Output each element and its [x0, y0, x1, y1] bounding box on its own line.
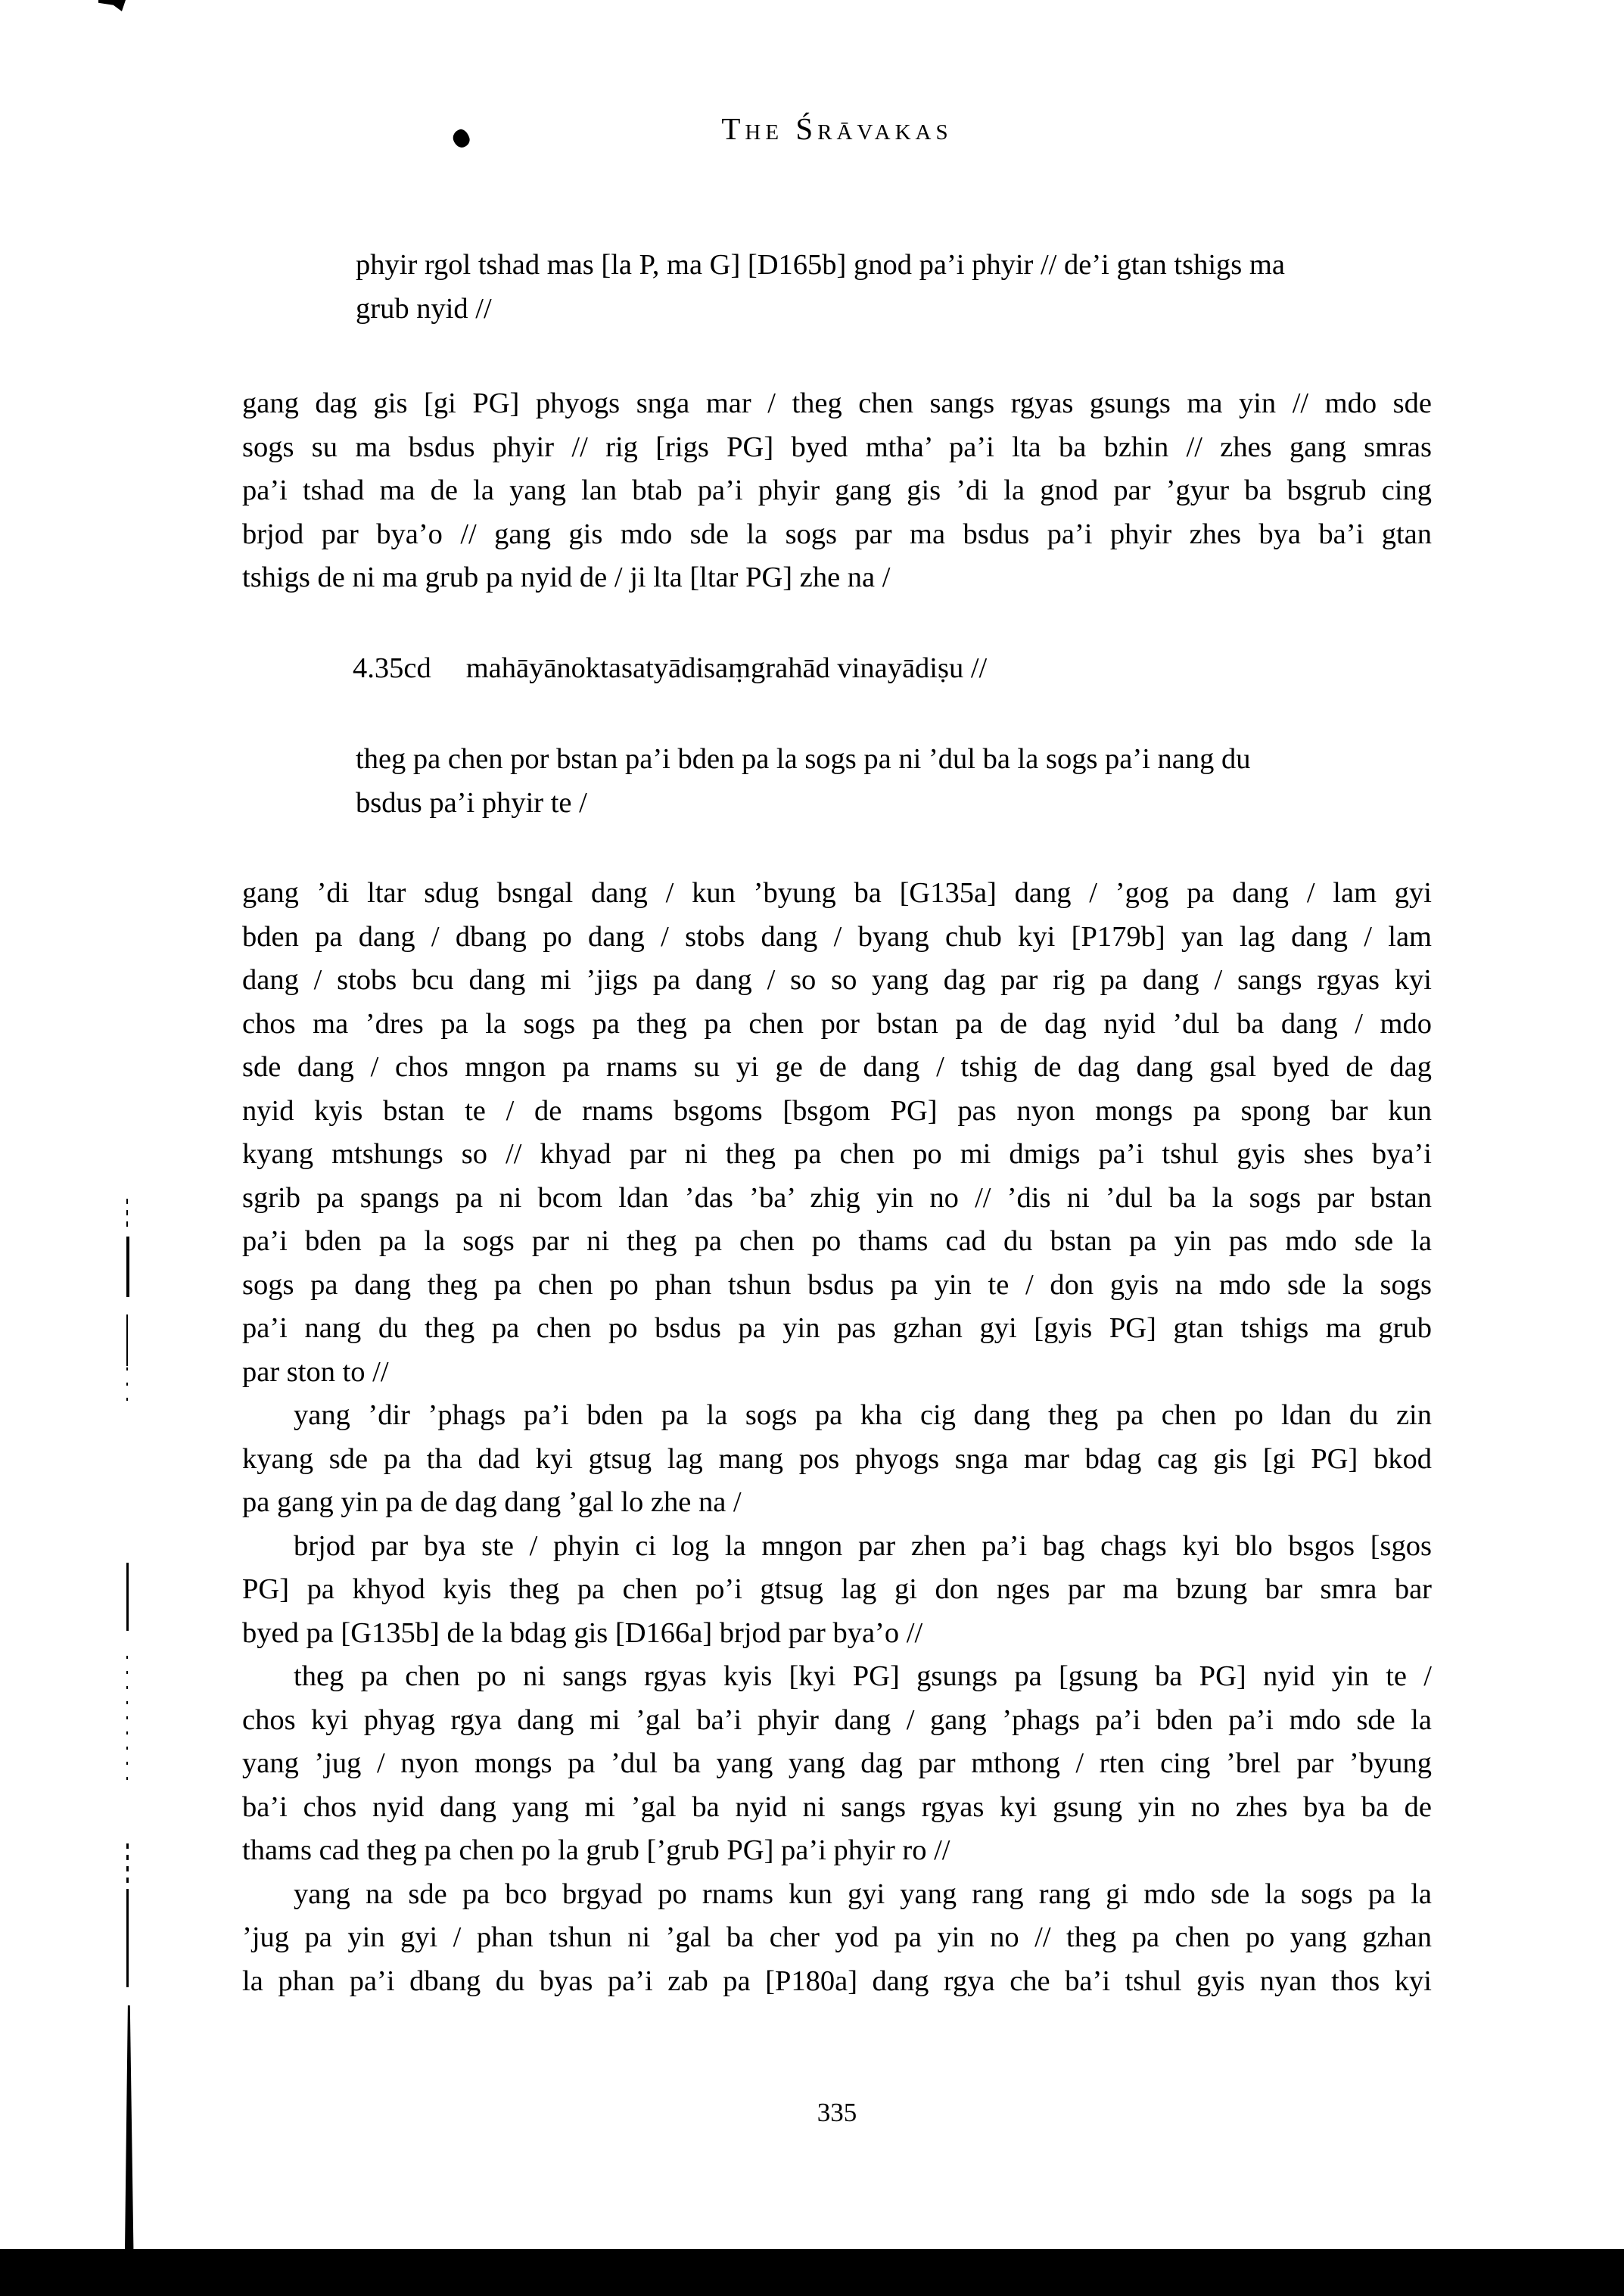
- text-line: thams cad theg pa chen po la grub [’grub PG] pa’i phyir ro //: [242, 1834, 950, 1866]
- text-line: pa gang yin pa de dag dang ’gal lo zhe na /: [242, 1486, 742, 1518]
- text-line: byed pa [G135b] de la bdag gis [D166a] brjod par bya’o //: [242, 1616, 923, 1649]
- verse-text: mahāyānoktasatyādisaṃgrahād vinayādiṣu //: [465, 652, 988, 684]
- scan-artifact-margin-mark: [126, 1656, 128, 1786]
- paragraph: [242, 1394, 1432, 1525]
- text-line: yang ’jug / nyon mongs pa ’dul ba yang yang dag par mthong / rten cing ’brel par ’byung: [242, 1747, 1432, 1779]
- scan-artifact-corner-wedge: [98, 0, 126, 11]
- text-line: gang dag gis [gi PG] phyogs snga mar / theg chen sangs rgyas gsungs ma yin // mdo sde: [242, 387, 1432, 419]
- text-line: pa’i bden pa la sogs par ni theg pa chen po thams cad du bstan pa yin pas mdo sde la: [242, 1225, 1432, 1257]
- scan-artifact-margin-mark: [126, 1237, 129, 1297]
- quote-block-1: [242, 244, 1545, 331]
- text-line: sde dang / chos mngon pa rnams su yi ge de dang / tshig de dag dang gsal byed de dag: [242, 1051, 1432, 1083]
- scan-artifact-bottom-band: [0, 2249, 1624, 2296]
- text-line: la phan pa’i dbang du byas pa’i zab pa [P180a] dang rgya che ba’i tshul gyis nyan thos kyi: [242, 1965, 1432, 1997]
- scan-artifact-margin-mark: [126, 1843, 129, 1890]
- text-line: sogs pa dang theg pa chen po phan tshun bsdus pa yin te / don gyis na mdo sde la sogs: [242, 1268, 1432, 1301]
- paragraph: [242, 1873, 1432, 2004]
- scan-artifact-margin-mark: [126, 1563, 129, 1631]
- text-line: grub nyid //: [356, 292, 492, 325]
- text-line: sogs su ma bsdus phyir // rig [rigs PG] byed mtha’ pa’i lta ba bzhin // zhes gang smras: [242, 431, 1432, 463]
- text-line: ’jug pa yin gyi / phan tshun ni ’gal ba cher yod pa yin no // theg pa chen po yang gzhan: [242, 1921, 1432, 1953]
- body-text: [242, 872, 1432, 2003]
- text-line: kyang mtshungs so // khyad par ni theg pa chen po mi dmigs pa’i tshul gyis shes bya’i: [242, 1138, 1432, 1170]
- text-line: brjod par bya’o // gang gis mdo sde la sogs par ma bsdus pa’i phyir zhes bya ba’i gtan: [242, 518, 1432, 550]
- text-line: theg pa chen por bstan pa’i bden pa la sogs pa ni ’dul ba la sogs pa’i nang du: [356, 743, 1251, 775]
- quote-block-2: [242, 738, 1545, 825]
- scan-artifact-margin-mark: [126, 1199, 128, 1227]
- scan-artifact-margin-mark: [126, 1367, 128, 1411]
- text-line: gang ’di ltar sdug bsngal dang / kun ’byung ba [G135a] dang / ’gog pa dang / lam gyi: [242, 877, 1432, 909]
- text-line: yang ’dir ’phags pa’i bden pa la sogs pa kha cig dang theg pa chen po ldan du zin: [294, 1399, 1432, 1431]
- text-line: par ston to //: [242, 1355, 389, 1388]
- scan-artifact-margin-bar: [125, 2005, 135, 2251]
- page-number: 335: [817, 2098, 857, 2127]
- text-line: phyir rgol tshad mas [la P, ma G] [D165b] gnod pa’i phyir // de’i gtan tshigs ma: [356, 249, 1285, 281]
- text-line: pa’i tshad ma de la yang lan btab pa’i phyir gang gis ’di la gnod par ’gyur ba bsgrub cing: [242, 474, 1432, 506]
- text-line: chos kyi phyag rgya dang mi ’gal ba’i phyir dang / gang ’phags pa’i bden pa’i mdo sde la: [242, 1703, 1432, 1736]
- text-line: ba’i chos nyid dang yang mi ’gal ba nyid ni sangs rgyas kyi gsung yin no zhes bya ba de: [242, 1790, 1432, 1823]
- text-line: yang na sde pa bco brgyad po rnams kun gyi yang rang rang gi mdo sde la sogs pa la: [294, 1878, 1432, 1910]
- paragraph: [242, 1655, 1432, 1873]
- scan-artifact-margin-mark: [126, 1890, 129, 1987]
- text-line: brjod par bya ste / phyin ci log la mngon par zhen pa’i bag chags kyi blo bsgos [sgos: [294, 1529, 1432, 1562]
- text-line: bden pa dang / dbang po dang / stobs dang / byang chub kyi [P179b] yan lag dang / lam: [242, 920, 1432, 953]
- text-line: tshigs de ni ma grub pa nyid de / ji lta [ltar PG] zhe na /: [242, 562, 891, 593]
- text-line: dang / stobs bcu dang mi ’jigs pa dang / so so yang dag par rig pa dang / sangs rgyas kyi: [242, 964, 1432, 996]
- verse-line: [242, 647, 1542, 691]
- scan-artifact-margin-mark: [126, 1314, 128, 1366]
- running-header: The Śrāvakas: [721, 111, 953, 146]
- text-line: chos ma ’dres pa la sogs pa theg pa chen por bstan pa de dag nyid ’dul ba dang / mdo: [242, 1007, 1432, 1040]
- text-line: PG] pa khyod kyis theg pa chen po’i gtsug lag gi don nges par ma bzung bar smra bar: [242, 1573, 1432, 1605]
- text-line: kyang sde pa tha dad kyi gtsug lag mang pos phyogs snga mar bdag cag gis [gi PG] bkod: [242, 1442, 1432, 1475]
- text-line: nyid kyis bstan te / de rnams bsgoms [bsgom PG] pas nyon mongs pa spong bar kun: [242, 1094, 1432, 1127]
- verse-number: 4.35cd: [353, 652, 431, 684]
- text-line: theg pa chen po ni sangs rgyas kyis [kyi PG] gsungs pa [gsung ba PG] nyid yin te /: [294, 1660, 1432, 1692]
- text-line: pa’i nang du theg pa chen po bsdus pa yin pas gzhan gyi [gyis PG] gtan tshigs ma grub: [242, 1312, 1432, 1344]
- text-line: bsdus pa’i phyir te /: [356, 786, 587, 819]
- paragraph: [242, 872, 1432, 1394]
- text-line: sgrib pa spangs pa ni bcom ldan ’das ’ba’ zhig yin no // ’dis ni ’dul ba la sogs par bstan: [242, 1181, 1432, 1214]
- paragraph: [242, 1525, 1432, 1656]
- paragraph-1: [242, 382, 1432, 600]
